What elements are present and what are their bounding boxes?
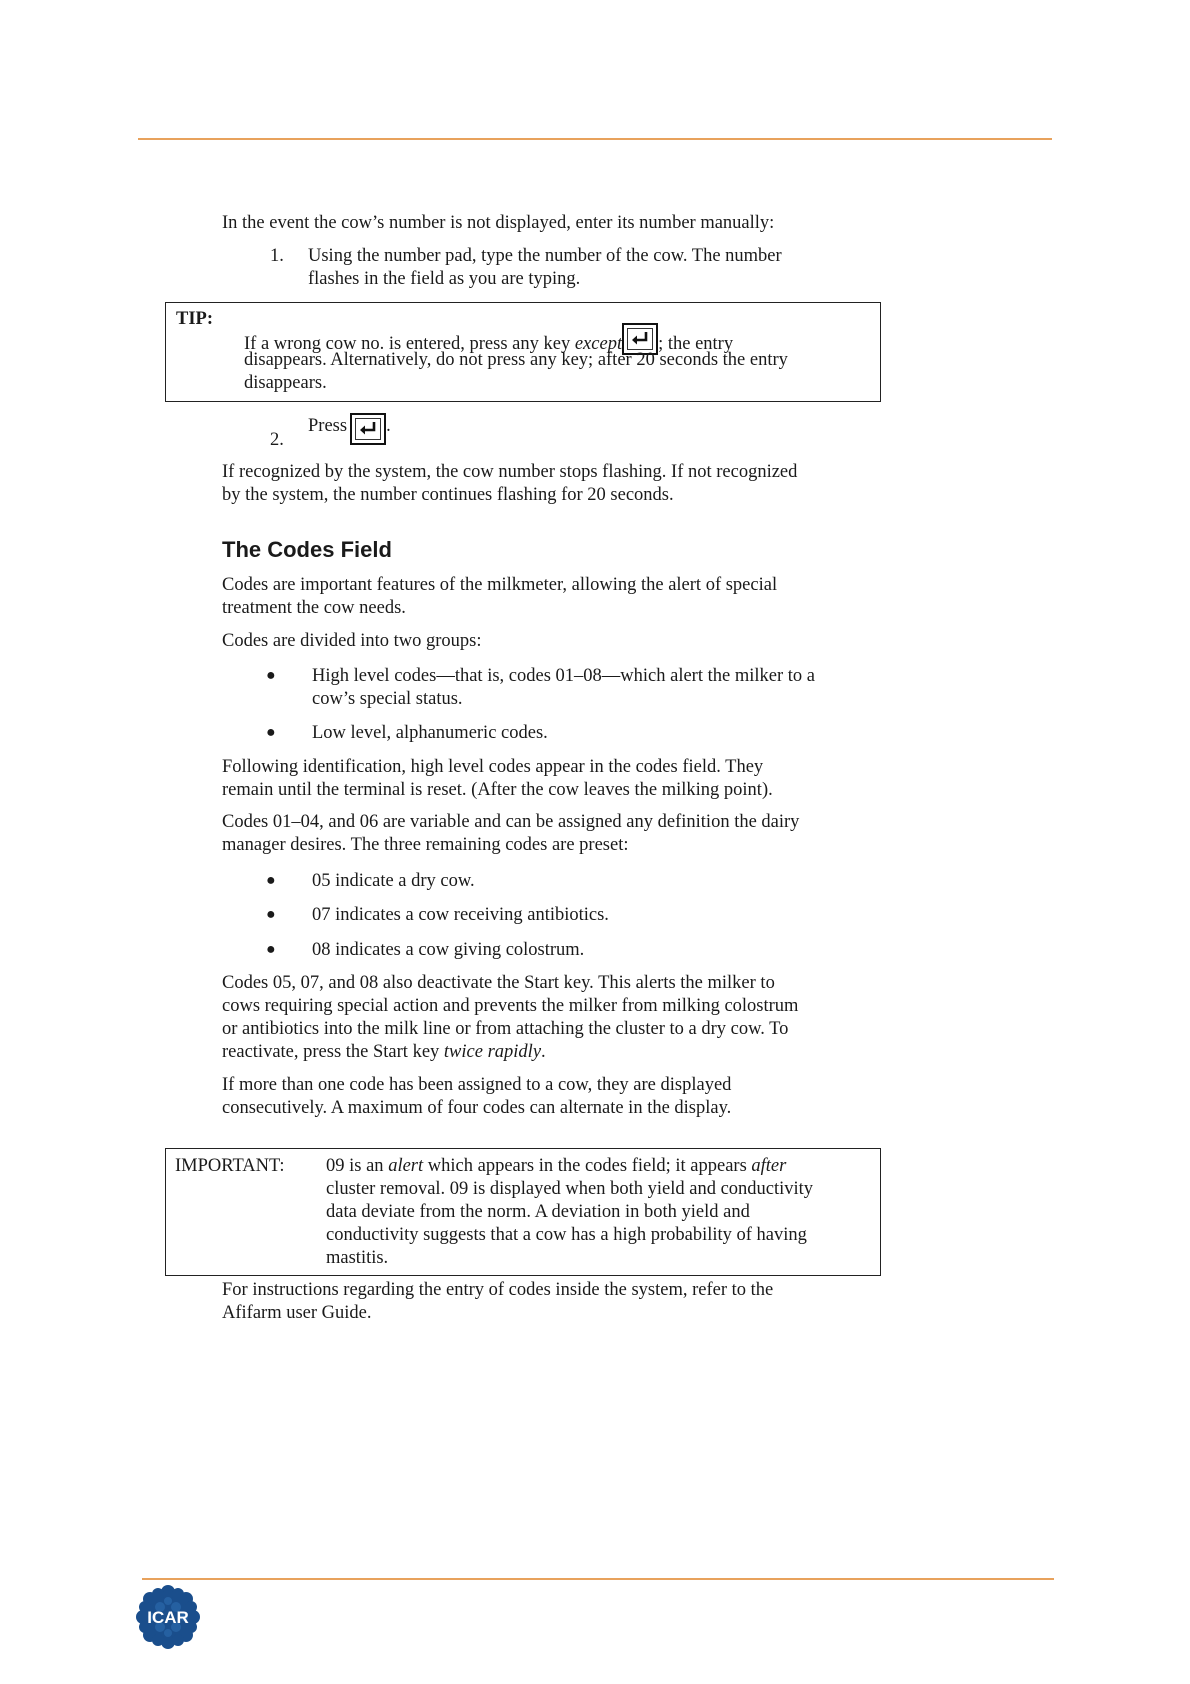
bullet-icon: ● [266, 724, 276, 741]
enter-key-icon [350, 413, 386, 445]
groups-intro: Codes are divided into two groups: [222, 631, 482, 651]
variable-line-2: manager desires. The three remaining codes are preset: [222, 835, 629, 855]
important-line-2: cluster removal. 09 is displayed when both yield and conductivity [326, 1179, 814, 1199]
preset-item-2: 07 indicates a cow receiving antibiotics. [312, 905, 609, 925]
bullet-icon: ● [266, 906, 276, 923]
tip-line-3: disappears. [244, 373, 327, 393]
bullet-icon: ● [266, 941, 276, 958]
tip-line-1-text: If a wrong cow no. is entered, press any key [244, 334, 575, 354]
logo-text: ICAR [147, 1608, 189, 1627]
recognized-line-2: by the system, the number continues flashing for 20 seconds. [222, 485, 674, 505]
header-rule [138, 138, 1052, 140]
step-1-number: 1. [270, 246, 284, 266]
deactivate-line-1: Codes 05, 07, and 08 also deactivate the Start key. This alerts the milker to [222, 973, 775, 993]
intro-paragraph: In the event the cow’s number is not displayed, enter its number manually: [222, 213, 775, 233]
important-line-4: conductivity suggests that a cow has a high probability of having [326, 1225, 807, 1245]
important-line-3: data deviate from the norm. A deviation in both yield and [326, 1202, 750, 1222]
important-line-1-mid: which appears in the codes field; it appears [423, 1156, 752, 1176]
variable-line-1: Codes 01–04, and 06 are variable and can be assigned any definition the dairy [222, 812, 800, 832]
preset-item-1: 05 indicate a dry cow. [312, 871, 475, 891]
tip-line-1-end: ; the entry [658, 334, 734, 354]
group-2-line-1: Low level, alphanumeric codes. [312, 723, 548, 743]
after-text: after [751, 1156, 787, 1176]
section-heading: The Codes Field [222, 537, 392, 562]
twice-rapidly-text: twice rapidly [443, 1042, 542, 1062]
important-line-5: mastitis. [326, 1248, 389, 1268]
tip-except-text: except [574, 334, 623, 354]
deactivate-line-4-text: reactivate, press the Start key [222, 1042, 444, 1062]
deactivate-line-3: or antibiotics into the milk line or from attaching the cluster to a dry cow. To [222, 1019, 789, 1039]
tip-box [165, 302, 881, 402]
important-box [165, 1148, 881, 1276]
bullet-icon: ● [266, 667, 276, 684]
group-1-line-2: cow’s special status. [312, 689, 463, 709]
step-2-end: . [386, 416, 391, 436]
tip-line-2: disappears. Alternatively, do not press any key; after 20 seconds the entry [244, 350, 788, 370]
instructions-line-1: For instructions regarding the entry of codes inside the system, refer to the [222, 1280, 774, 1300]
instructions-line-2: Afifarm user Guide. [222, 1303, 372, 1323]
deactivate-line-4 [222, 1041, 546, 1064]
following-line-1: Following identification, high level codes appear in the codes field. They [222, 757, 764, 777]
step-1-line-1: Using the number pad, type the number of the cow. The number [308, 246, 782, 266]
multiple-line-1: If more than one code has been assigned to a cow, they are displayed [222, 1075, 732, 1095]
footer-rule [142, 1578, 1054, 1580]
codes-intro-line-2: treatment the cow needs. [222, 598, 406, 618]
deactivate-line-4-end: . [541, 1042, 546, 1062]
following-line-2: remain until the terminal is reset. (After the cow leaves the milking point). [222, 780, 773, 800]
multiple-line-2: consecutively. A maximum of four codes can alternate in the display. [222, 1098, 732, 1118]
tip-label: TIP: [176, 309, 213, 329]
step-2-number: 2. [270, 430, 284, 450]
step-1-line-2: flashes in the field as you are typing. [308, 269, 581, 289]
icar-logo [136, 1585, 200, 1649]
deactivate-line-2: cows requiring special action and prevents the milker from milking colostrum [222, 996, 799, 1016]
group-1-line-1: High level codes—that is, codes 01–08—which alert the milker to a [312, 666, 815, 686]
important-line-1 [326, 1155, 786, 1178]
preset-item-3: 08 indicates a cow giving colostrum. [312, 940, 585, 960]
bullet-icon: ● [266, 872, 276, 889]
codes-intro-line-1: Codes are important features of the milkmeter, allowing the alert of special [222, 575, 778, 595]
alert-text: alert [388, 1156, 424, 1176]
important-label: IMPORTANT: [175, 1156, 285, 1176]
recognized-line-1: If recognized by the system, the cow number stops flashing. If not recognized [222, 462, 798, 482]
step-2-text: Press [308, 416, 348, 436]
step-2-line [308, 413, 391, 445]
important-line-1-text: 09 is an [326, 1156, 389, 1176]
